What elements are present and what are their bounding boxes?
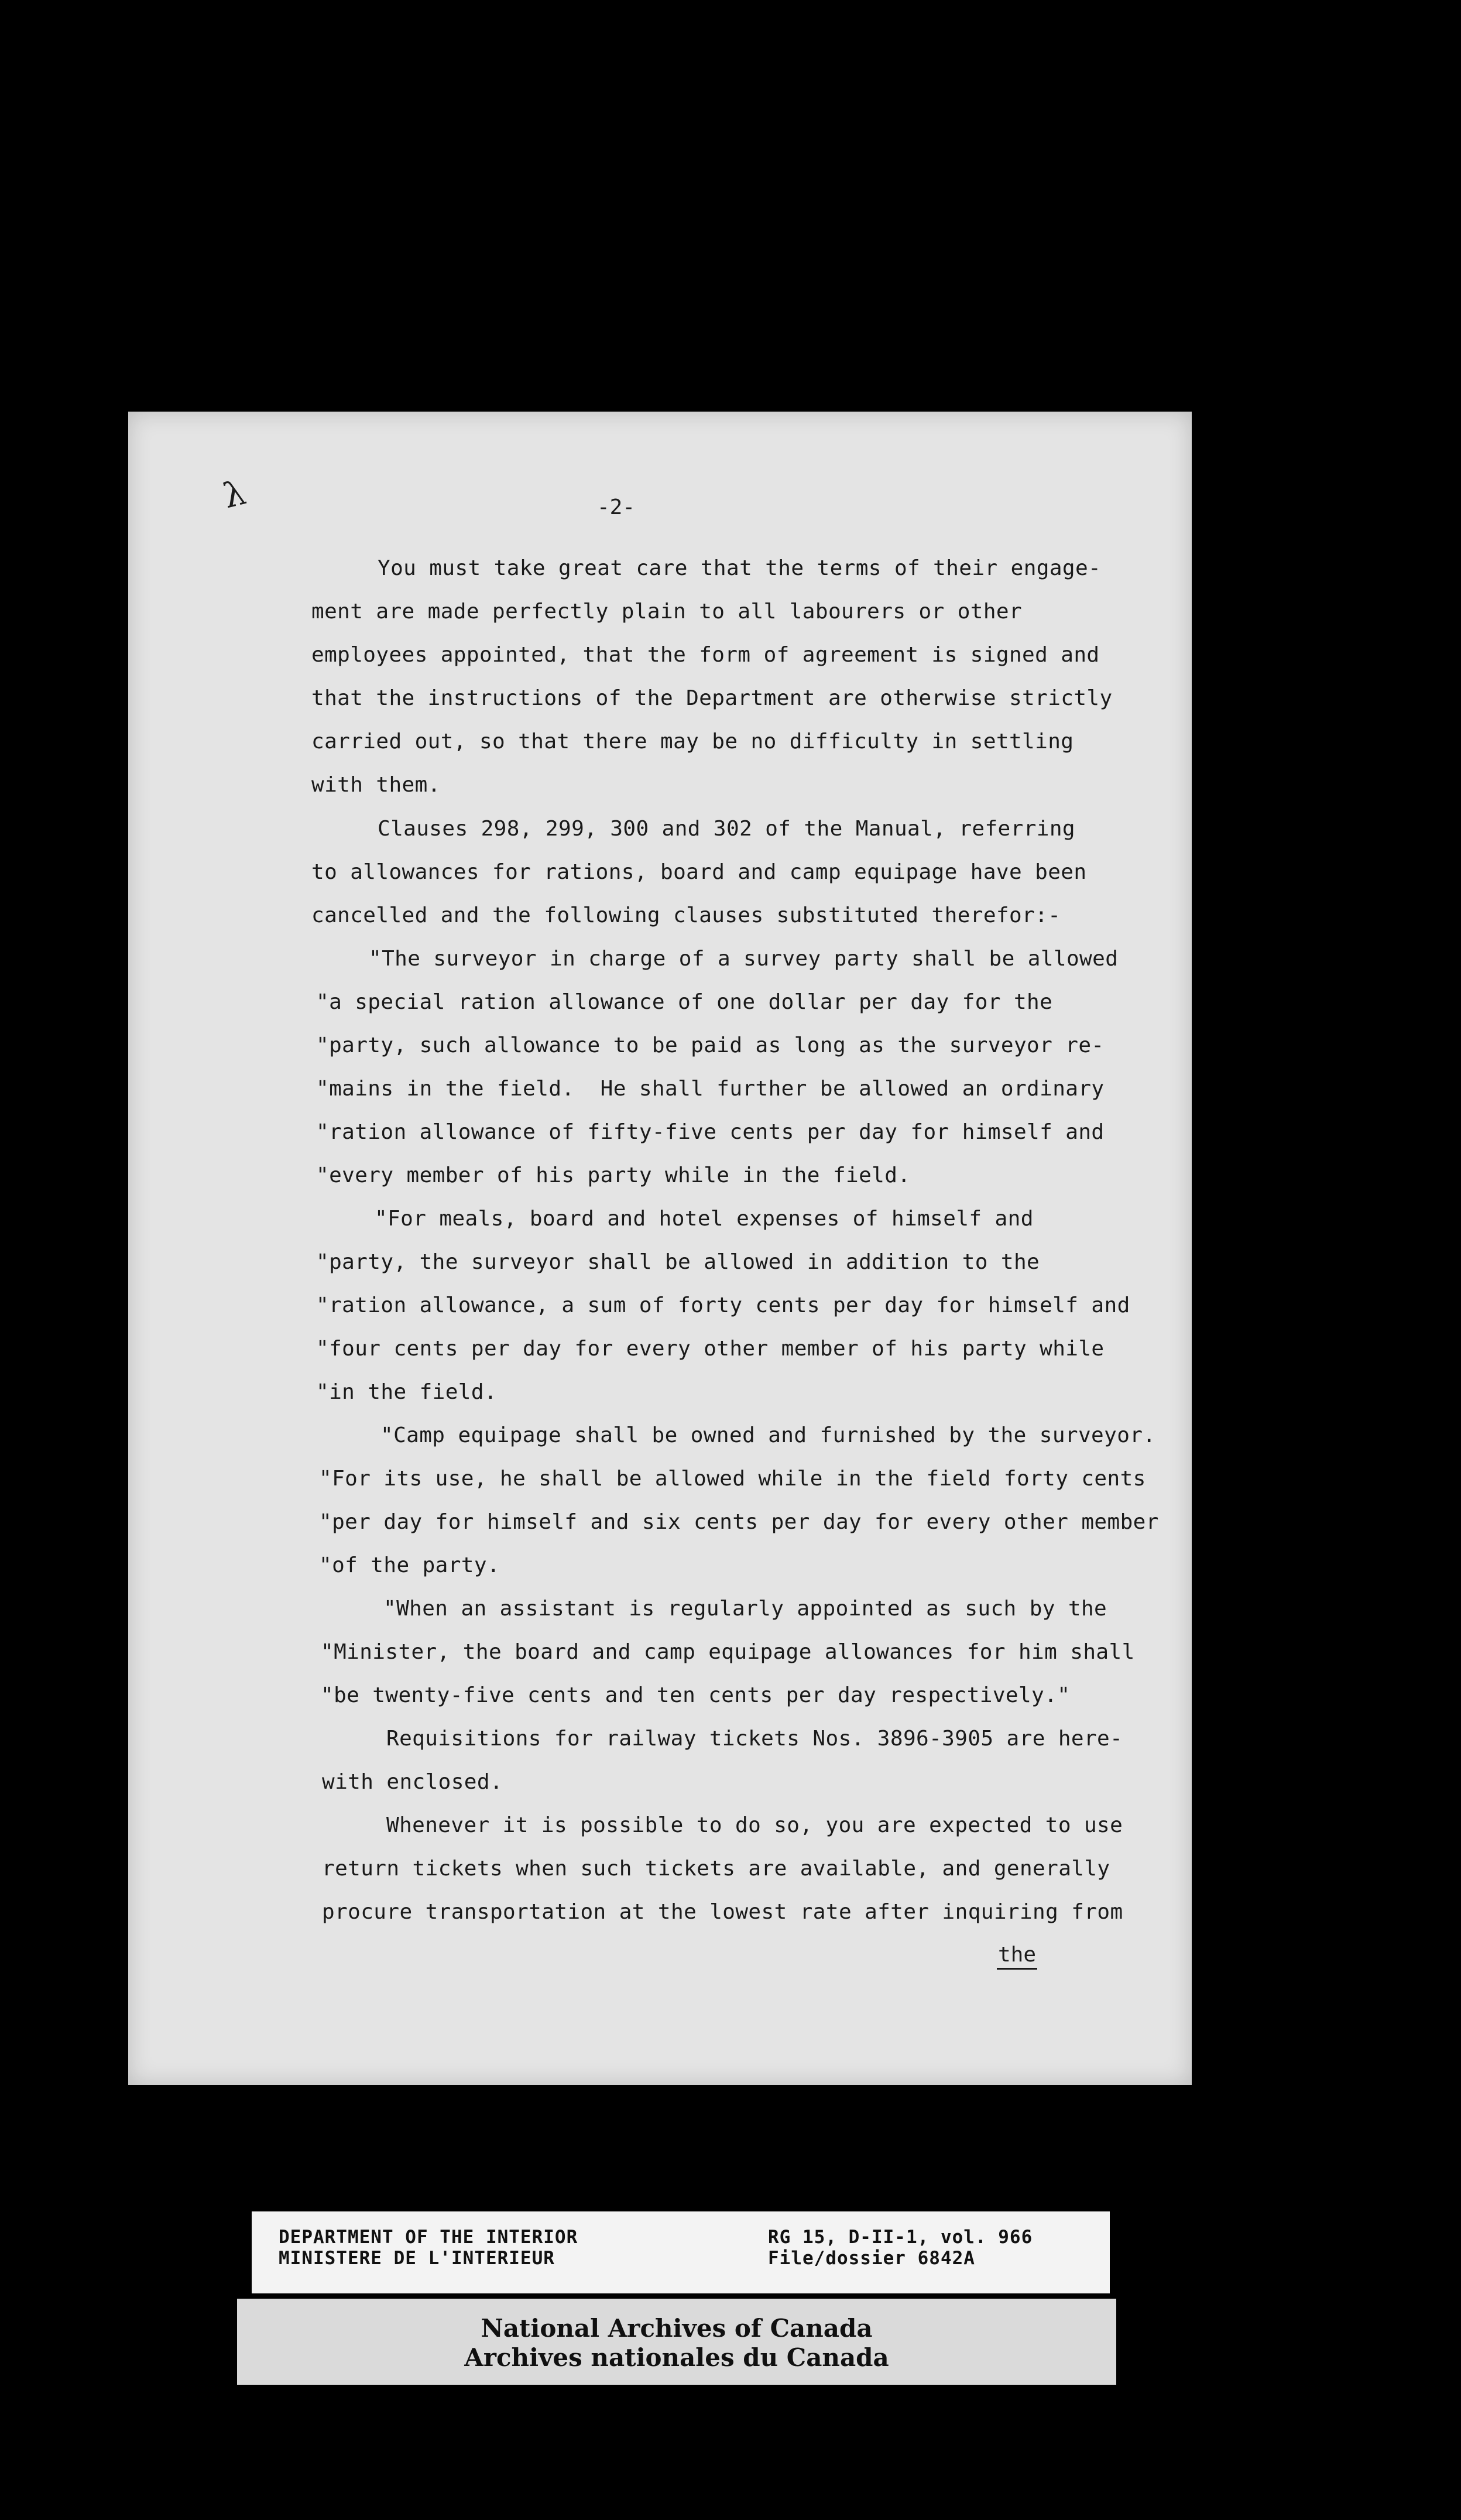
text-line: "four cents per day for every other member of his party while bbox=[316, 1337, 1105, 1361]
text-line: "per day for himself and six cents per day for every other member bbox=[319, 1510, 1159, 1534]
text-line: with enclosed. bbox=[322, 1770, 503, 1794]
text-line: with them. bbox=[311, 773, 441, 797]
text-line: carried out, so that there may be no difficulty in settling bbox=[311, 730, 1074, 754]
page-number: -2- bbox=[597, 495, 636, 519]
text-line: "party, the surveyor shall be allowed in addition to the bbox=[316, 1250, 1040, 1274]
reference-number: RG 15, D-II-1, vol. 966 bbox=[768, 2227, 1033, 2248]
text-line: "in the field. bbox=[316, 1380, 498, 1404]
text-line: "Camp equipage shall be owned and furnished by the surveyor. bbox=[380, 1423, 1156, 1447]
text-line: "When an assistant is regularly appointed as such by the bbox=[383, 1597, 1107, 1621]
text-line: ment are made perfectly plain to all labourers or other bbox=[311, 600, 1023, 624]
text-line: "be twenty-five cents and ten cents per day respectively." bbox=[321, 1683, 1071, 1707]
archives-name-en: National Archives of Canada bbox=[481, 2314, 873, 2343]
text-line: Whenever it is possible to do so, you are expected to use bbox=[386, 1813, 1123, 1837]
catchword: the bbox=[997, 1943, 1037, 1970]
text-line: cancelled and the following clauses substituted therefor:- bbox=[311, 903, 1061, 927]
archives-name-fr: Archives nationales du Canada bbox=[464, 2343, 889, 2372]
text-line: "of the party. bbox=[319, 1553, 500, 1577]
text-line: employees appointed, that the form of agreement is signed and bbox=[311, 643, 1100, 667]
text-line: that the instructions of the Department are otherwise strictly bbox=[311, 686, 1113, 710]
margin-mark: λ bbox=[219, 472, 250, 516]
text-line: You must take great care that the terms of their engage- bbox=[378, 556, 1102, 580]
text-line: "ration allowance, a sum of forty cents per day for himself and bbox=[316, 1293, 1130, 1317]
department-fr: MINISTERE DE L'INTERIEUR bbox=[279, 2248, 555, 2269]
text-line: "party, such allowance to be paid as long as the surveyor re- bbox=[316, 1033, 1105, 1057]
text-line: "mains in the field. He shall further be allowed an ordinary bbox=[316, 1077, 1105, 1101]
text-line: Requisitions for railway tickets Nos. 3896-3905 are here- bbox=[386, 1727, 1123, 1751]
file-number: File/dossier 6842A bbox=[768, 2248, 975, 2269]
text-line: "every member of his party while in the field. bbox=[316, 1163, 911, 1187]
text-line: "ration allowance of fifty-five cents per day for himself and bbox=[316, 1120, 1105, 1144]
text-line: "a special ration allowance of one dollar per day for the bbox=[316, 990, 1053, 1014]
text-line: "Minister, the board and camp equipage allowances for him shall bbox=[321, 1640, 1135, 1664]
text-line: "For its use, he shall be allowed while in the field forty cents bbox=[319, 1467, 1146, 1491]
text-line: procure transportation at the lowest rate after inquiring from bbox=[322, 1900, 1123, 1924]
archive-reference-strip bbox=[252, 2211, 1110, 2293]
archives-strip bbox=[237, 2299, 1116, 2385]
text-line: to allowances for rations, board and camp equipage have been bbox=[311, 860, 1087, 884]
department-en: DEPARTMENT OF THE INTERIOR bbox=[279, 2227, 578, 2248]
text-line: return tickets when such tickets are available, and generally bbox=[322, 1857, 1110, 1881]
text-line: "For meals, board and hotel expenses of himself and bbox=[375, 1207, 1034, 1231]
text-line: "The surveyor in charge of a survey party shall be allowed bbox=[369, 947, 1119, 971]
text-line: Clauses 298, 299, 300 and 302 of the Manual, referring bbox=[378, 817, 1075, 841]
